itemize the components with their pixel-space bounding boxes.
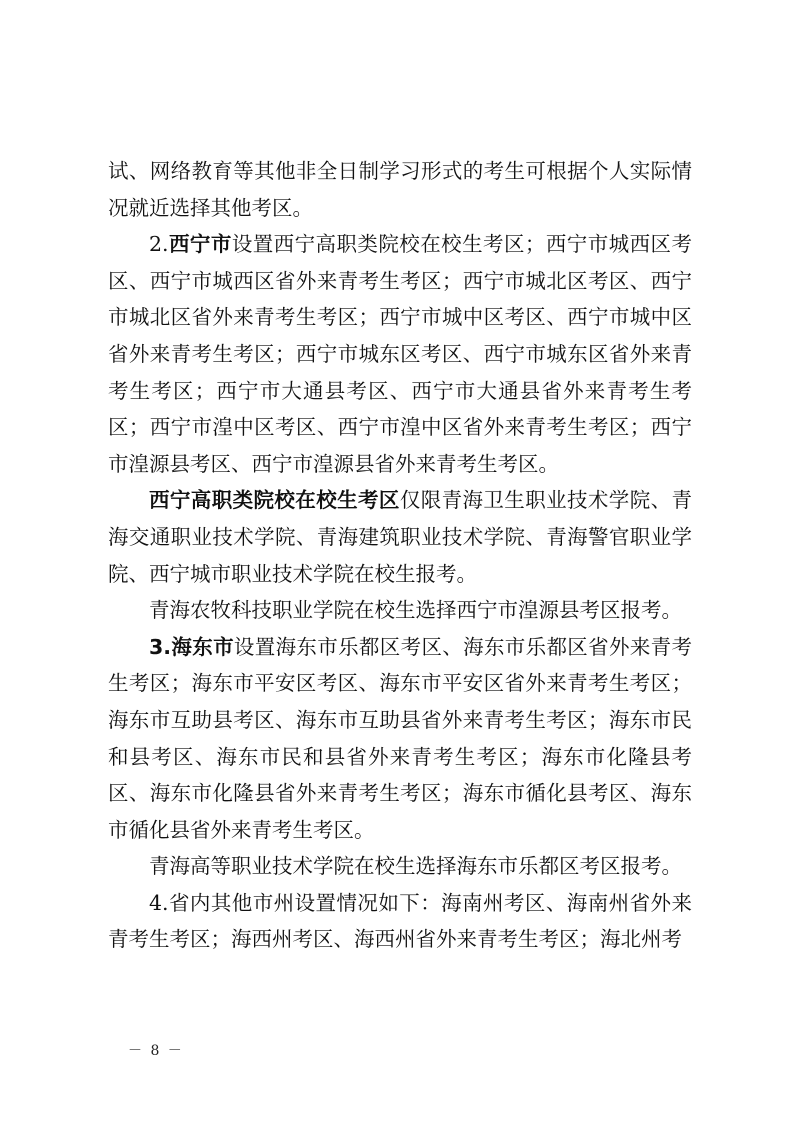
paragraph-heading-xining: 西宁市 (168, 232, 232, 257)
paragraph-text: 青海高等职业技术学院在校生选择海东市乐都区考区报考。 (149, 854, 682, 879)
paragraph-text: 4.省内其他市州设置情况如下：海南州考区、海南州省外来青考生考区；海西州考区、海西州省外来青考生考区；海北州考 (108, 890, 692, 952)
paragraph-agri-college (108, 592, 692, 629)
paragraph-other-prefectures (108, 885, 692, 958)
paragraph-heading-vocational-zone: 西宁高职类院校在校生考区 (149, 488, 400, 513)
page-number: － 8 － (128, 1043, 184, 1059)
paragraph-text: 设置西宁高职类院校在校生考区；西宁市城西区考区、西宁市城西区省外来青考生考区；西宁市城北区考区、西宁市城北区省外来青考生考区；西宁市城中区考区、西宁市城中区省外来青考生考区；西宁市城东区考区、西宁市城东区省外来青考生考区；西宁市大通县考区、西宁市大通县省外来青考生考区；西宁市湟中区考区、西宁市湟中区省外来青考生考区；西宁市湟源县考区、西宁市湟源县省外来青考生考区。 (108, 232, 692, 476)
paragraph-text: 试、网络教育等其他非全日制学习形式的考生可根据个人实际情况就近选择其他考区。 (108, 159, 692, 220)
paragraph-text: 青海农牧科技职业学院在校生选择西宁市湟源县考区报考。 (149, 598, 682, 623)
paragraph-higher-vocational (108, 848, 692, 885)
paragraph-haidong (108, 629, 692, 849)
paragraph-vocational-zone (108, 482, 692, 592)
paragraph-text: 设置海东市乐都区考区、海东市乐都区省外来青考生考区；海东市平安区考区、海东市平安区省外来青考生考区；海东市互助县考区、海东市互助县省外来青考生考区；海东市民和县考区、海东市民和县省外来青考生考区；海东市化隆县考区、海东市化隆县省外来青考生考区；海东市循化县考区、海东市循化县省外来青考生考区。 (108, 634, 692, 842)
paragraph-xining (108, 226, 692, 482)
paragraph-number: 2. (149, 232, 169, 257)
paragraph-heading-haidong: 3.海东市 (149, 634, 234, 659)
paragraph-text: 仅限青海卫生职业技术学院、青海交通职业技术学院、青海建筑职业技术学院、青海警官职业学院、西宁城市职业技术学院在校生报考。 (108, 488, 693, 586)
document-body (108, 153, 692, 958)
paragraph-continuation (108, 153, 692, 226)
